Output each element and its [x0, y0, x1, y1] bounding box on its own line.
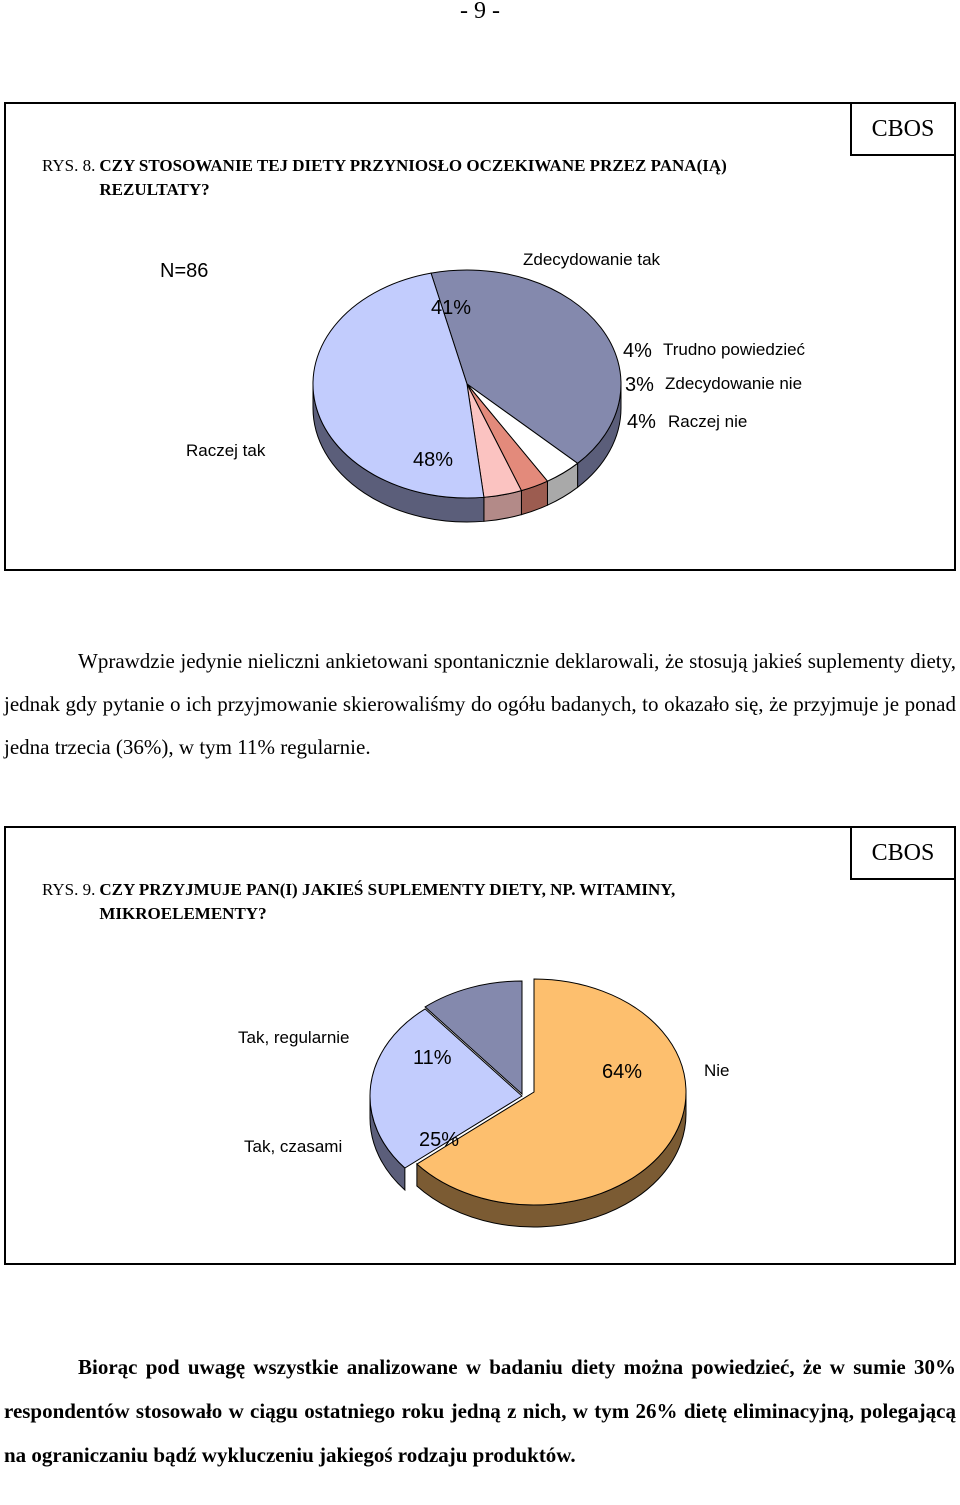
legend-label-raczej-tak: Raczej tak	[186, 441, 266, 460]
legend-label-tak-regularnie: Tak, regularnie	[238, 1028, 350, 1047]
figure-9-box	[4, 826, 956, 1265]
pct-label-nie: 64%	[602, 1061, 643, 1083]
figure-9-pie-chart	[6, 828, 954, 1263]
page-number: - 9 -	[460, 0, 500, 24]
legend-label-raczej-nie: Raczej nie	[668, 412, 748, 431]
pct-label-trudno-powiedziec: 4%	[623, 340, 652, 362]
legend-label-zdecydowanie-nie: Zdecydowanie nie	[665, 374, 803, 393]
pct-label-tak-regularnie: 11%	[413, 1047, 452, 1069]
pct-label-zdecydowanie-tak: 41%	[431, 297, 472, 319]
pct-label-raczej-tak: 48%	[413, 449, 454, 471]
figure-8-box	[4, 102, 956, 571]
body-paragraph-1: Wprawdzie jedynie nieliczni ankietowani spontanicznie deklarowali, że stosują jakieś suplementy diety, jednak gdy pytanie o ich przyjmowanie skierowaliśmy do ogółu badanych, to okazało się, że przyjmuje je ponad jedna trzecia (36%), w tym 11% regularnie.	[4, 649, 956, 759]
legend-label-nie: Nie	[704, 1061, 730, 1080]
figure-9-label: RYS. 9.	[42, 880, 96, 899]
sample-size-note: N=86	[160, 260, 209, 282]
legend-label-trudno-powiedziec: Trudno powiedzieć	[663, 340, 806, 359]
cbos-badge: CBOS	[850, 826, 956, 880]
body-paragraph-2: Biorąc pod uwagę wszystkie analizowane w badaniu diety można powiedzieć, że w sumie 30% respondentów stosowało w ciągu ostatniego roku jedną z nich, w tym 26% dietę eliminacyjną, polegającą na ograniczaniu bądź wykluczeniu jakiegoś rodzaju produktów.	[4, 1355, 956, 1467]
figure-8-title-text: CZY STOSOWANIE TEJ DIETY PRZYNIOSŁO OCZEKIWANE PRZEZ PANA(IĄ) REZULTATY?	[99, 156, 727, 199]
figure-9-title-text: CZY PRZYJMUJE PAN(I) JAKIEŚ SUPLEMENTY DIETY, NP. WITAMINY, MIKROELEMENTY?	[99, 880, 676, 923]
legend-label-tak-czasami: Tak, czasami	[244, 1137, 343, 1156]
pct-label-zdecydowanie-nie: 3%	[625, 374, 654, 396]
pct-label-tak-czasami: 25%	[419, 1129, 460, 1151]
figure-8-pie-chart	[6, 104, 954, 569]
legend-label-zdecydowanie-tak: Zdecydowanie tak	[523, 250, 661, 269]
figure-8-label: RYS. 8.	[42, 156, 96, 175]
cbos-badge: CBOS	[850, 102, 956, 156]
pct-label-raczej-nie: 4%	[627, 411, 656, 433]
